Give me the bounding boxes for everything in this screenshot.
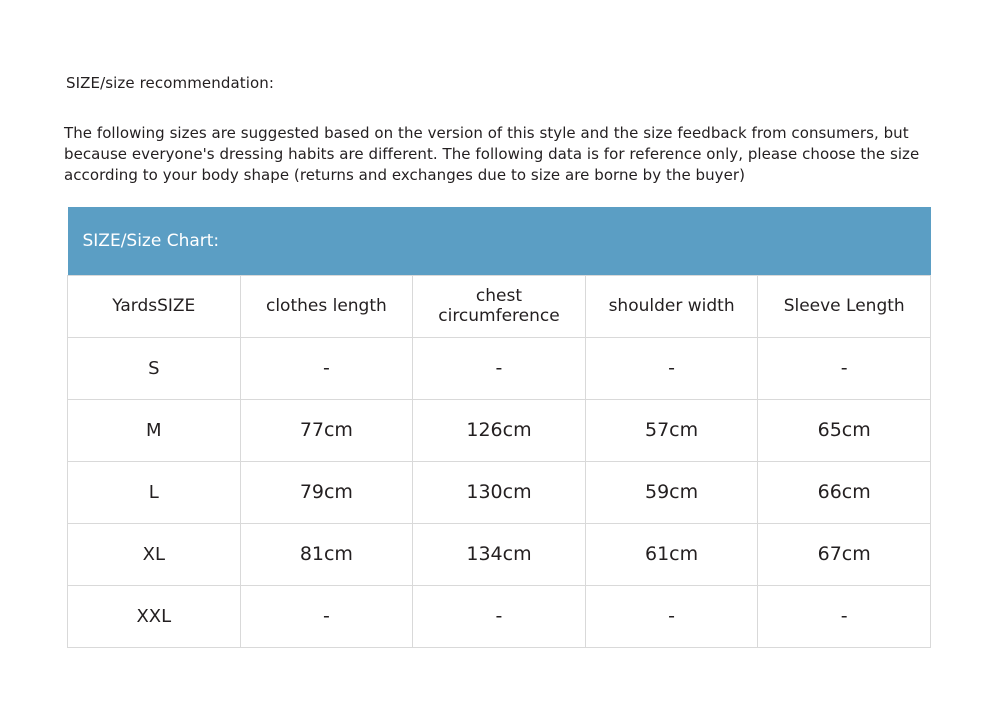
intro-paragraph bbox=[64, 123, 944, 186]
cell-size: L bbox=[68, 461, 241, 523]
table-row bbox=[68, 461, 931, 523]
size-chart-banner: SIZE/Size Chart: bbox=[68, 207, 931, 275]
cell-clothes-length: 79cm bbox=[240, 461, 413, 523]
cell-sleeve: 67cm bbox=[758, 523, 931, 585]
intro-paragraph-text: The following sizes are suggested based on the version of this style and the size feedback from consumers, but because everyone's dressing habits are different. The following data is for reference only, please choose the size according to your body shape (returns and exchanges due to size are borne by the buyer) bbox=[64, 124, 920, 184]
cell-sleeve: 66cm bbox=[758, 461, 931, 523]
cell-sleeve: 65cm bbox=[758, 399, 931, 461]
banner-row bbox=[68, 207, 931, 275]
cell-chest: - bbox=[413, 337, 586, 399]
cell-chest: 126cm bbox=[413, 399, 586, 461]
cell-size: M bbox=[68, 399, 241, 461]
cell-size: XL bbox=[68, 523, 241, 585]
cell-shoulder: - bbox=[585, 337, 758, 399]
table-row bbox=[68, 337, 931, 399]
table-row bbox=[68, 523, 931, 585]
table-row bbox=[68, 399, 931, 461]
column-header-sleeve-length: Sleeve Length bbox=[758, 275, 931, 337]
column-header-shoulder-width: shoulder width bbox=[585, 275, 758, 337]
cell-size: S bbox=[68, 337, 241, 399]
column-header-chest-circumference: chest circumference bbox=[413, 275, 586, 337]
cell-sleeve: - bbox=[758, 337, 931, 399]
cell-shoulder: 59cm bbox=[585, 461, 758, 523]
size-chart-table-head bbox=[68, 207, 931, 337]
cell-chest: 130cm bbox=[413, 461, 586, 523]
cell-sleeve: - bbox=[758, 585, 931, 647]
cell-clothes-length: - bbox=[240, 337, 413, 399]
size-chart-table-wrapper bbox=[67, 207, 931, 648]
size-chart-table-body bbox=[68, 337, 931, 647]
cell-shoulder: 57cm bbox=[585, 399, 758, 461]
cell-clothes-length: - bbox=[240, 585, 413, 647]
size-chart-table bbox=[67, 207, 931, 648]
cell-chest: 134cm bbox=[413, 523, 586, 585]
page-title: SIZE/size recommendation: bbox=[66, 74, 275, 92]
cell-size: XXL bbox=[68, 585, 241, 647]
cell-chest: - bbox=[413, 585, 586, 647]
column-header-row bbox=[68, 275, 931, 337]
column-header-clothes-length: clothes length bbox=[240, 275, 413, 337]
table-row bbox=[68, 585, 931, 647]
cell-shoulder: 61cm bbox=[585, 523, 758, 585]
cell-clothes-length: 77cm bbox=[240, 399, 413, 461]
cell-clothes-length: 81cm bbox=[240, 523, 413, 585]
cell-shoulder: - bbox=[585, 585, 758, 647]
column-header-yardssize: YardsSIZE bbox=[68, 275, 241, 337]
